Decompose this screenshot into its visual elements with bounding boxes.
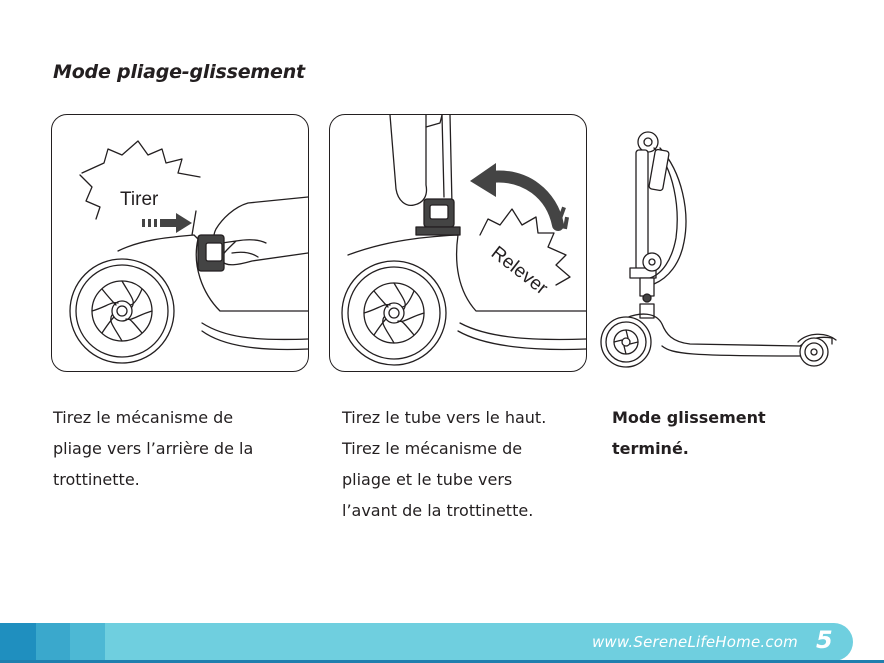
caption-line: terminé. xyxy=(612,439,689,458)
illustration-pull-mechanism xyxy=(51,114,309,372)
illustration-folded-scooter xyxy=(600,128,838,373)
arrow-right-icon xyxy=(142,213,192,233)
footer-band xyxy=(70,623,105,661)
caption-line: Tirez le mécanisme de xyxy=(342,439,523,458)
caption-line: pliage vers l’arrière de la xyxy=(53,439,254,458)
section-title: Mode pliage-glissement xyxy=(53,61,305,83)
step-1-caption xyxy=(53,402,313,495)
arrow-curved-icon xyxy=(490,177,558,225)
hand-icon xyxy=(390,115,427,205)
step-2-caption xyxy=(342,402,592,526)
front-wheel-icon xyxy=(70,259,174,363)
shock-burst-icon xyxy=(82,141,200,177)
scooter-deck xyxy=(626,314,800,346)
illustration-lift-tube xyxy=(329,114,587,372)
footer-band xyxy=(36,623,70,661)
caption-line: Tirez le tube vers le haut. xyxy=(342,408,547,427)
front-wheel-icon xyxy=(342,261,446,365)
caption-line: l’avant de la trottinette. xyxy=(342,501,534,520)
scooter-body xyxy=(348,235,586,311)
caption-line: trottinette. xyxy=(53,470,140,489)
lift-label: Relever xyxy=(486,242,552,300)
rear-wheel-icon xyxy=(798,334,836,366)
pull-label: Tirer xyxy=(120,189,159,210)
website-link[interactable]: www.SereneLifeHome.com xyxy=(591,633,798,651)
hand-icon xyxy=(214,197,308,265)
caption-line: pliage et le tube vers xyxy=(342,470,513,489)
step-3-caption xyxy=(612,402,852,464)
front-wheel-icon xyxy=(601,317,651,367)
page-number: 5 xyxy=(816,626,833,654)
caption-line: Tirez le mécanisme de xyxy=(53,408,234,427)
footer-band xyxy=(0,623,36,661)
caption-line: Mode glissement xyxy=(612,408,766,427)
